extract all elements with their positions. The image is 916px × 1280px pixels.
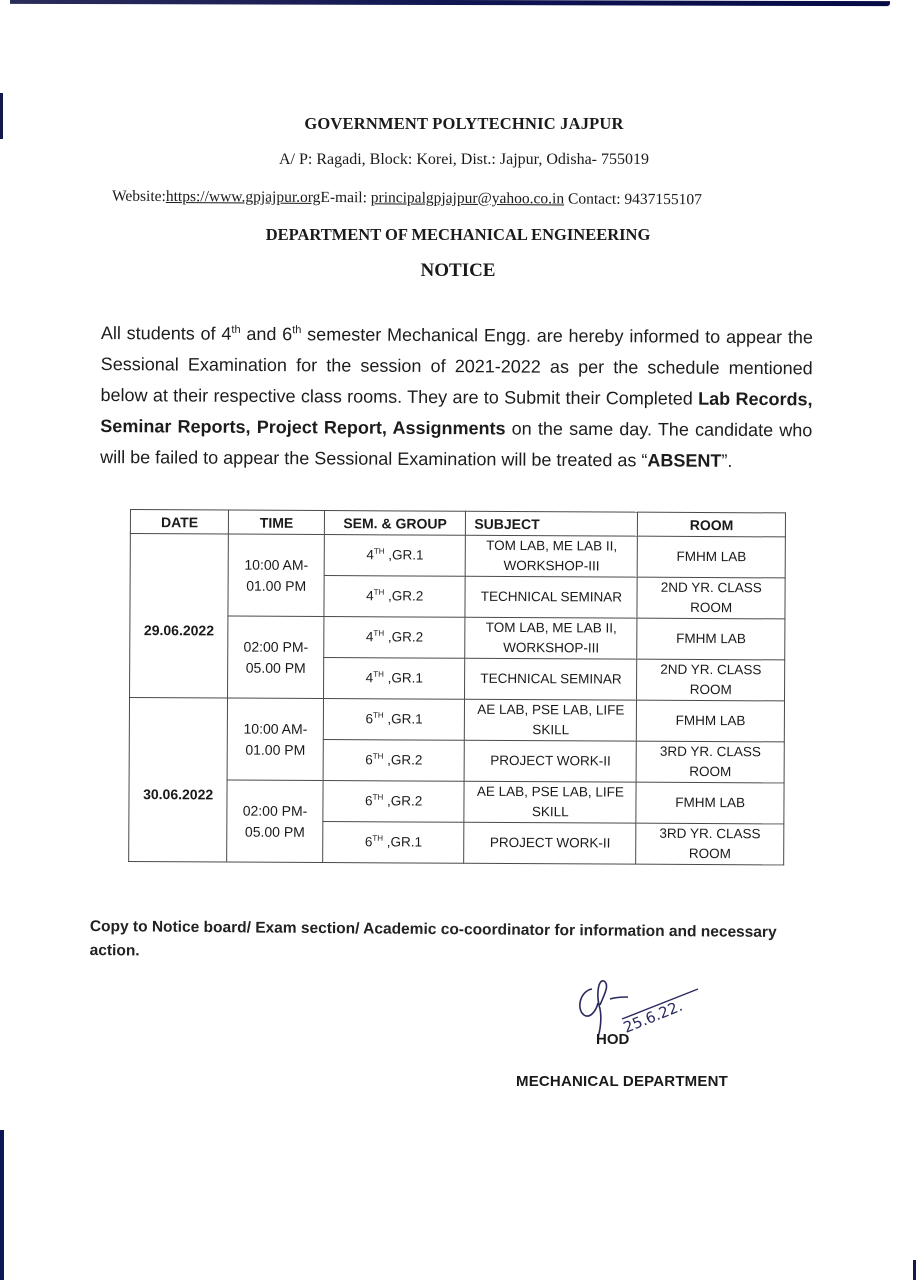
sem-group-cell: 6TH ,GR.1	[323, 699, 465, 741]
sem-group-cell: 6TH ,GR.2	[323, 781, 465, 823]
signature	[570, 975, 720, 1055]
website-link[interactable]: https://www.gpjajpur.org	[165, 188, 321, 206]
signatory-title: HOD	[596, 1031, 630, 1048]
time-cell: 02:00 PM- 05.00 PM	[228, 616, 324, 698]
subject-cell: TECHNICAL SEMINAR	[465, 576, 637, 618]
notice-title: NOTICE	[420, 260, 496, 281]
body-text: and 6	[240, 323, 293, 345]
time-cell: 10:00 AM- 01.00 PM	[228, 534, 324, 616]
room-cell: FMHM LAB	[636, 782, 784, 824]
sem-group-cell: 6TH ,GR.2	[323, 740, 465, 782]
ordinal-sup: th	[231, 323, 241, 336]
room-cell: FMHM LAB	[637, 536, 785, 578]
table-row	[130, 534, 785, 578]
date-cell: 30.06.2022	[129, 698, 228, 863]
time-cell: 10:00 AM- 01.00 PM	[227, 698, 323, 780]
sem-group-cell: 4TH ,GR.2	[324, 617, 466, 659]
time-cell: 02:00 PM- 05.00 PM	[227, 780, 323, 862]
notice-body	[100, 318, 813, 477]
header-sem-group: SEM. & GROUP	[324, 511, 466, 536]
subject-cell: TOM LAB, ME LAB II, WORKSHOP-III	[466, 535, 638, 577]
exam-schedule-table	[128, 509, 786, 865]
contact-label: Contact:	[564, 190, 625, 208]
body-text: ”.	[721, 450, 733, 471]
table-header-row	[130, 510, 785, 537]
sem-group-cell: 4TH ,GR.2	[324, 576, 466, 618]
scan-edge-left	[0, 93, 3, 139]
contact-line	[0, 187, 702, 209]
header-date: DATE	[130, 510, 228, 535]
table-row	[129, 698, 784, 742]
department-title: DEPARTMENT OF MECHANICAL ENGINEERING	[265, 225, 651, 244]
subject-cell: AE LAB, PSE LAB, LIFE SKILL	[465, 699, 637, 741]
table-row	[129, 779, 784, 823]
copy-to-note: Copy to Notice board/ Exam section/ Academic co-coordinator for information and necessary action.	[89, 917, 777, 960]
signature-scribble-icon	[570, 975, 720, 1055]
email-link[interactable]: principalgpjajpur@yahoo.co.in	[370, 189, 565, 208]
ordinal-sup: th	[292, 324, 302, 337]
email-label: E-mail:	[320, 188, 371, 207]
scan-edge-top	[10, 0, 890, 6]
body-text: All students of 4	[100, 322, 232, 344]
header-room: ROOM	[638, 512, 786, 537]
institution-address: A/ P: Ragadi, Block: Korei, Dist.: Jajpur, Odisha- 755019	[279, 151, 649, 168]
subject-cell: TOM LAB, ME LAB II, WORKSHOP-III	[465, 617, 637, 659]
room-cell: FMHM LAB	[637, 618, 785, 660]
body-text: on the same day. The candidate who will be failed to appear the Sessional Examination will be treated as “	[100, 418, 813, 471]
subject-cell: AE LAB, PSE LAB, LIFE SKILL	[464, 781, 636, 823]
subject-cell: PROJECT WORK-II	[464, 822, 636, 864]
header-subject: SUBJECT	[466, 511, 638, 536]
room-cell: 2ND YR. CLASS ROOM	[637, 577, 785, 619]
subject-cell: PROJECT WORK-II	[465, 740, 637, 782]
sem-group-cell: 4TH ,GR.1	[324, 535, 466, 577]
svg-text:25.6.22.: 25.6.22.	[620, 996, 686, 1037]
date-cell: 29.06.2022	[130, 534, 229, 699]
scan-edge-left-lower	[0, 1130, 4, 1280]
submission-items: Lab Records, Seminar Reports, Project Report, Assignments	[100, 388, 813, 439]
institution-name: GOVERNMENT POLYTECHNIC JAJPUR	[304, 114, 624, 133]
body-text: semester Mechanical Engg. are hereby informed to appear the Sessional Examination for the session of 2021-2022 as per the schedule mentioned below at their respective class rooms. They are to Submit their Completed	[100, 324, 813, 409]
sem-group-cell: 6TH ,GR.1	[323, 822, 465, 864]
room-cell: 3RD YR. CLASS ROOM	[636, 741, 784, 783]
sem-group-cell: 4TH ,GR.1	[323, 658, 465, 700]
contact-number: 9437155107	[624, 190, 702, 209]
signatory-department: MECHANICAL DEPARTMENT	[516, 1073, 728, 1090]
table-row	[130, 616, 785, 660]
room-cell: 2ND YR. CLASS ROOM	[637, 659, 785, 701]
room-cell: FMHM LAB	[637, 700, 785, 742]
room-cell: 3RD YR. CLASS ROOM	[636, 823, 784, 865]
subject-cell: TECHNICAL SEMINAR	[465, 658, 637, 700]
absent-label: ABSENT	[647, 450, 722, 471]
header-time: TIME	[229, 510, 325, 535]
website-label: Website:	[111, 187, 166, 206]
